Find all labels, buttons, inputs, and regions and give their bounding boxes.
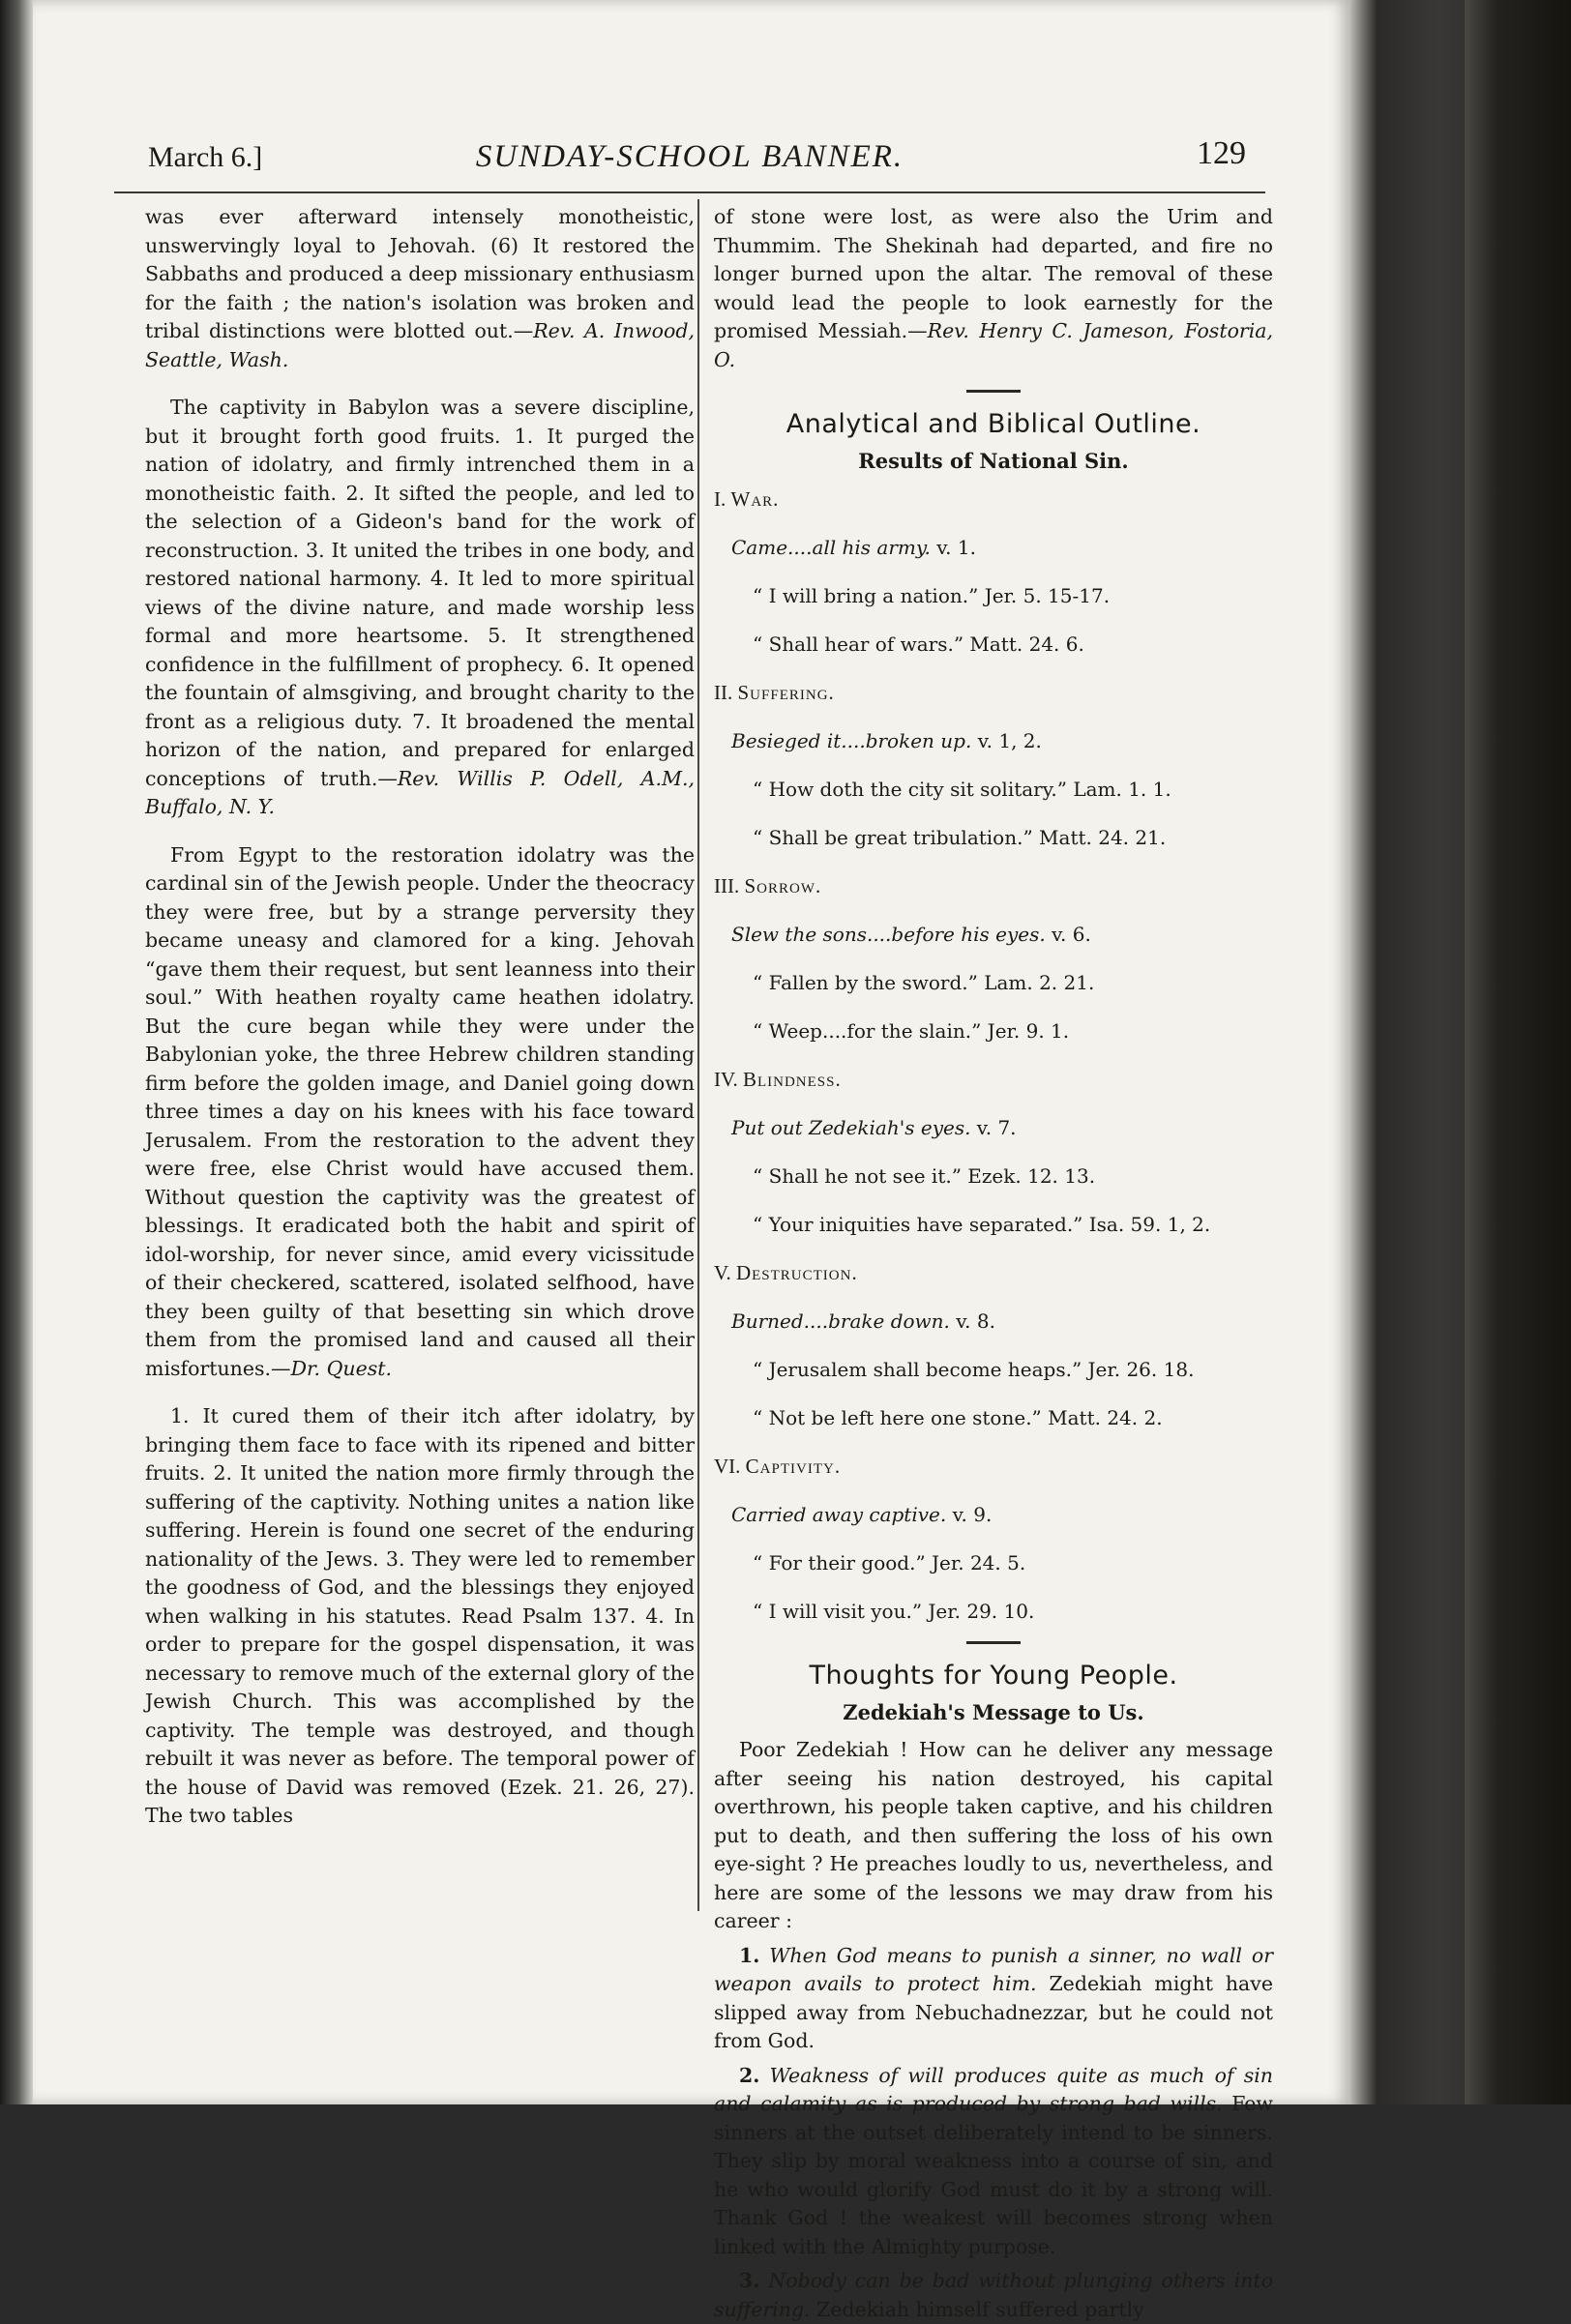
lesson-text: Zedekiah himself suffered partly [810,2297,1144,2321]
outline-head-label: Blindness. [742,1068,842,1091]
outline-text [714,1500,1273,1529]
right-column [714,203,1273,2324]
paragraph [145,203,695,374]
outline-verse-ref: v. 9. [946,1503,993,1526]
lesson-italic: Nobody can be bad without plunging others into suffering. [714,2269,1273,2321]
header-date: March 6.] [148,141,263,173]
outline-quote: “ Weep....for the slain.” Jer. 9. 1. [753,1019,1070,1043]
outline-verse-ref: v. 7. [970,1116,1017,1139]
thoughts-heading: Thoughts for Young People. [809,1661,1178,1691]
outline-quote: “ Shall be great tribulation.” Matt. 24. 21. [753,826,1167,849]
outline-subheading: Results of National Sin. [858,448,1129,473]
left-column [145,203,695,1831]
section-rule [966,390,1021,393]
outline-item-heading [714,678,1273,707]
outline-numeral: VI. [714,1455,741,1478]
outline-phrase: Slew the sons....before his eyes. [731,923,1046,946]
outline-numeral: IV. [714,1068,738,1091]
outline-head-label: Captivity. [745,1455,842,1478]
outline-head-label: Suffering. [737,681,835,704]
section-rule [966,1641,1021,1644]
lesson-number: 3. [739,2269,760,2292]
paragraph-text: From Egypt to the restoration idolatry was the cardinal sin of the Jewish people. Under the theocracy they were free, but by a strange perversity they became uneasy and clamored for a king. Jehovah “gave them their request, but sent leanness into their soul.” With heathen royalty came heathen idolatry. But the cure began while they were under the Babylonian yoke, the three Hebrew children standing firm before the golden image, and Daniel going down three times a day on his knees with his face toward Jerusalem. From the restoration to the advent they were free, else Christ would have accused them. Without question the captivity was the greatest of blessings. It eradicated both the habit and spirit of idol-worship, for never since, amid every vicissitude of their checkered, scattered, isolated selfhood, have they been guilty of that besetting sin which drove them from the promised land and caused all their misfortunes.— [145,842,695,1380]
outline-quote: “ Shall hear of wars.” Matt. 24. 6. [753,632,1084,656]
book-cover-edge [1465,0,1571,2104]
outline-item-heading [714,871,1273,900]
paragraph-text: of stone were lost, as were also the Urim and Thummim. The Shekinah had departed, and fire no longer burned upon the altar. The removal of these would lead the people to look earnestly for the promised Messiah.— [714,205,1273,342]
lesson-italic: Weakness of will produces quite as much of sin and calamity as is produced by strong bad wills. [714,2063,1273,2115]
outline-quote: “ How doth the city sit solitary.” Lam. 1. 1. [753,778,1171,801]
outline-verse-ref: v. 1. [930,536,976,559]
outline-quote: “ I will bring a nation.” Jer. 5. 15-17. [753,584,1111,607]
paragraph [145,1402,695,1831]
citation: Rev. A. Inwood, Seattle, Wash. [145,319,695,371]
outline-text [714,1113,1273,1142]
outline-heading: Analytical and Biblical Outline. [786,409,1201,439]
outline-verse-ref: v. 1, 2. [971,729,1042,752]
paragraph-text: was ever afterward intensely monotheistic, unswervingly loyal to Jehovah. (6) It restored the Sabbaths and produced a deep missionary enthusiasm for the faith ; the nation's isolation was broken and tribal distinctions were blotted out.— [145,205,695,342]
outline-phrase: Besieged it....broken up. [731,729,972,752]
thoughts-subheading: Zedekiah's Message to Us. [843,1699,1144,1724]
outline-numeral: II. [714,681,733,704]
outline-text [714,920,1273,949]
outline-phrase: Burned....brake down. [731,1309,950,1333]
page-left-edge [0,0,33,2104]
lesson-number: 1. [739,1943,760,1967]
outline-item-heading [714,1452,1273,1481]
outline-head-label: Destruction. [735,1261,858,1284]
lesson-text: Few sinners at the outset deliberately intend to be sinners. They slip by moral weakness into a course of sin, and he who would glorify God must do it by a strong will. Thank God ! the weakest will becomes strong when linked with the Almighty purpose. [714,2092,1273,2258]
outline-phrase: Came....all his army. [731,536,931,559]
outline-item-heading [714,1258,1273,1287]
outline-quote: “ I will visit you.” Jer. 29. 10. [753,1600,1035,1623]
outline-quote: “ Not be left here one stone.” Matt. 24. 2. [753,1406,1163,1429]
outline-head-label: War. [730,487,780,511]
lesson-item [714,2062,1273,2262]
outline-numeral: V. [714,1261,731,1284]
paragraph [145,394,695,822]
outline-item-heading [714,485,1273,514]
outline-text [714,533,1273,562]
outline-phrase: Put out Zedekiah's eyes. [731,1116,971,1139]
outline-text [714,1307,1273,1336]
citation: Rev. Henry C. Jameson, Fostoria, O. [714,319,1273,371]
paragraph-text: The captivity in Babylon was a severe discipline, but it brought forth good fruits. 1. It purged the nation of idolatry, and firmly intrenched them in a monotheistic faith. 2. It sifted the people, and led to the selection of a Gideon's band for the work of reconstruction. 3. It united the tribes in one body, and restored national harmony. 4. It led to more spiritual views of the divine nature, and made worship less formal and more heartsome. 5. It strengthened confidence in the fulfillment of prophecy. 6. It opened the fountain of almsgiving, and brought charity to the front as a religious duty. 7. It broadened the mental horizon of the nation, and prepared for enlarged conceptions of truth.— [145,396,695,790]
outline-verse-ref: v. 8. [949,1309,995,1333]
book-binding-edge [1350,0,1571,2104]
thoughts-intro: Poor Zedekiah ! How can he deliver any message after seeing his nation destroyed, his capital overthrown, his people taken captive, and his children put to death, and then suffering the loss of his own eye-sight ? He preaches loudly to us, nevertheless, and here are some of the lessons we may draw from his career : [714,1738,1273,1932]
paragraph-text: 1. It cured them of their itch after idolatry, by bringing them face to face with its ripened and bitter fruits. 2. It united the nation more firmly through the suffering of the captivity. Nothing unites a nation like suffering. Herein is found one secret of the enduring nationality of the Jews. 3. They were led to remember the goodness of God, and the blessings they enjoyed when walking in his statutes. Read Psalm 137. 4. In order to prepare for the gospel dispensation, it was necessary to remove much of the external glory of the Jewish Church. This was accomplished by the captivity. The temple was destroyed, and though rebuilt it was never as before. The temporal power of the house of David was removed (Ezek. 21. 26, 27). The two tables [145,1404,695,1827]
paragraph [714,203,1273,374]
outline-item-heading [714,1065,1273,1094]
lesson-text: Zedekiah might have slipped away from Nebuchadnezzar, but he could not from God. [714,1972,1273,2052]
outline-quote: “ Your iniquities have separated.” Isa. 59. 1, 2. [753,1213,1211,1236]
outline-text [714,726,1273,755]
outline-quote: “ Shall he not see it.” Ezek. 12. 13. [753,1164,1096,1188]
outline-verse-ref: v. 6. [1045,923,1091,946]
lesson-italic: When God means to punish a sinner, no wall or weapon avails to protect him. [714,1943,1273,1995]
running-header [114,133,1265,193]
paragraph [145,841,695,1384]
column-divider [697,199,699,1911]
outline-phrase: Carried away captive. [731,1503,947,1526]
page-number: 129 [1197,135,1246,171]
lesson-item [714,1942,1273,2056]
header-title: SUNDAY-SCHOOL BANNER. [475,139,904,174]
outline-quote: “ Fallen by the sword.” Lam. 2. 21. [753,971,1095,994]
outline-list [714,485,1273,1626]
citation: Rev. Willis P. Odell, A.M., Buffalo, N. Y. [145,766,695,818]
lesson-number: 2. [739,2063,760,2087]
outline-numeral: III. [714,874,740,897]
outline-quote: “ Jerusalem shall become heaps.” Jer. 26. 18. [753,1358,1195,1381]
lesson-item [714,2267,1273,2324]
citation: Dr. Quest. [290,1356,392,1380]
outline-numeral: I. [714,487,726,511]
outline-quote: “ For their good.” Jer. 24. 5. [753,1551,1026,1574]
outline-head-label: Sorrow. [744,874,822,897]
